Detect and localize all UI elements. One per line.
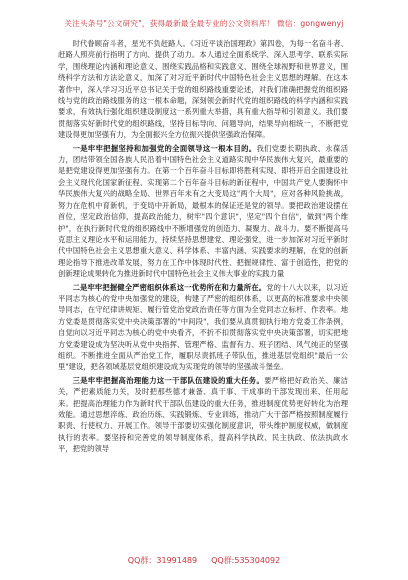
header-banner: 关注头条号"公文研究"，获得最新最全最专业的公文资料库！ 微信：gongwenyj — [64, 19, 344, 28]
qq-group-1: QQ群：31991489 — [127, 556, 198, 565]
paragraph-text: 时代眷顾奋斗者，星光不负赶路人。《习近平谈治国理政》第四卷，为每一名奋斗者、赶路人照亮前行指明了方向、提供了动力。本人通过全面系统学、深入思考学、联系实际学，围绕理论内涵和理论意义、围绕实践品格和实践意义、围绕全球视野和世界意义，围绕科学方法和方法论意义，加深了对习近平新时代中国特色社会主义思想的理解。在这本著作中，深入学习习近平总书记关于党的组织路线重要论述，对我们准确把握党的组织路线与党的政治路线服务的这一根本命题，深刻领会新时代党的组织路线的科学内涵和实践要求，有效执行强化组织建设制度这一系列重大举措，具有重大指导和引领意义。我们要贯彻落实好新时代党的组织路线，坚持目标导向、问题导向，结果导向相统一，不断把党建设得更加坚强有力，为全面振兴全方位振兴提供坚强政治保障。 — [58, 39, 348, 140]
paragraph-point-two — [58, 282, 348, 373]
paragraph-intro — [58, 38, 348, 141]
document-body — [58, 38, 348, 455]
paragraph-lead: 二是牢牢把握健全严密组织体系这一优势所在和力量所在。 — [72, 282, 267, 292]
paragraph-point-three — [58, 375, 348, 455]
footer-contact — [0, 555, 408, 566]
paragraph-text: 我们党要长期执政、永葆活力，团结带领全国各族人民沿着中国特色社会主义道路实现中华民族伟大复兴，最重要的是把党建设得更加坚强有力。在第一个百年奋斗目标即将胜利实现、即将开启全面建设社会主义现代化国家新征程、实现第二个百年奋斗目标的新征程中，中国共产党人要胸怀中华民族伟大复兴的战略全局、世界百年未有之大变局这"两个大局"，应对各种风险挑战，努力在危机中育新机，于变局中开新局，最根本的保证还是党的领导。要把政治建设摆在首位，坚定政治信仰，提高政治能力，树牢"四个意识"，坚定"四个自信"，做到"两个维护"，在执行新时代党的组织路线中不断增强党的创造力、凝聚力、战斗力。要不断提高马克思主义理论水平和运用能力，持续坚持思想建党、理论强党，进一步加深对习近平新时代中国特色社会主义思想重大意义、科学体系、丰富内涵、实践要求的理解，在党的创新理论指导下推进改革发展，努力在工作中体现时代性、把握规律性、富于创造性，把党的创新理论成果转化为推进新时代中国特色社会主义伟大事业的实践力量 — [58, 143, 349, 279]
paragraph-text: 党的十八大以来，以习近平同志为核心的党中央加强党的建设，构建了严密的组织体系，以更高的标准要求中央领导同志，在守纪律讲规矩、履行管党治党政治责任等方面为全党同志立标杆、作表率。地方党委是贯彻落实党中央决策部署的"中间段"，我们要从真贯彻执行地方党委工作条例，自觉向以习近平同志为核心的党中央看齐，不折不扣贯彻落实党中央决策部署，切实把地方党委建设成为坚决听从党中央指挥、管理严格、监督有力、班子团结、风气纯正的坚强组织。不断推进全面从严治党工作，履职尽责抓班子带队伍，推进基层党组织"最后一公里"建设，把各领域基层党组织建设成为实现党的领导的坚强战斗堡垒。 — [58, 282, 349, 372]
paragraph-text: 要严格把好政治关、廉洁关，严把素质能力关，及时把那些德才兼备、真干事、干成事的干部发现出来、任用起来。把提高治理能力作为新时代干部队伍建设的重大任务，推进制度优势更好转化为治理效能。通过思想淬炼、政治历练、实践锻炼、专业训练，推动广大干部严格按照制度履行职责、行使权力、开展工作。领导干部要切实强化制度意识，带头维护制度权威，做制度执行的表率。要坚持和完善党的领导制度体系，提高科学执政、民主执政、依法执政水平，把党的领导 — [58, 375, 349, 454]
paragraph-point-one — [58, 143, 348, 280]
paragraph-lead: 一是牢牢把握坚持和加强党的全面领导这一根本目的。 — [72, 143, 257, 153]
qq-group-2: QQ群:535304092 — [211, 556, 281, 565]
paragraph-lead: 三是牢牢把握高治理能力这一干部队伍建设的重大任务。 — [72, 375, 265, 385]
